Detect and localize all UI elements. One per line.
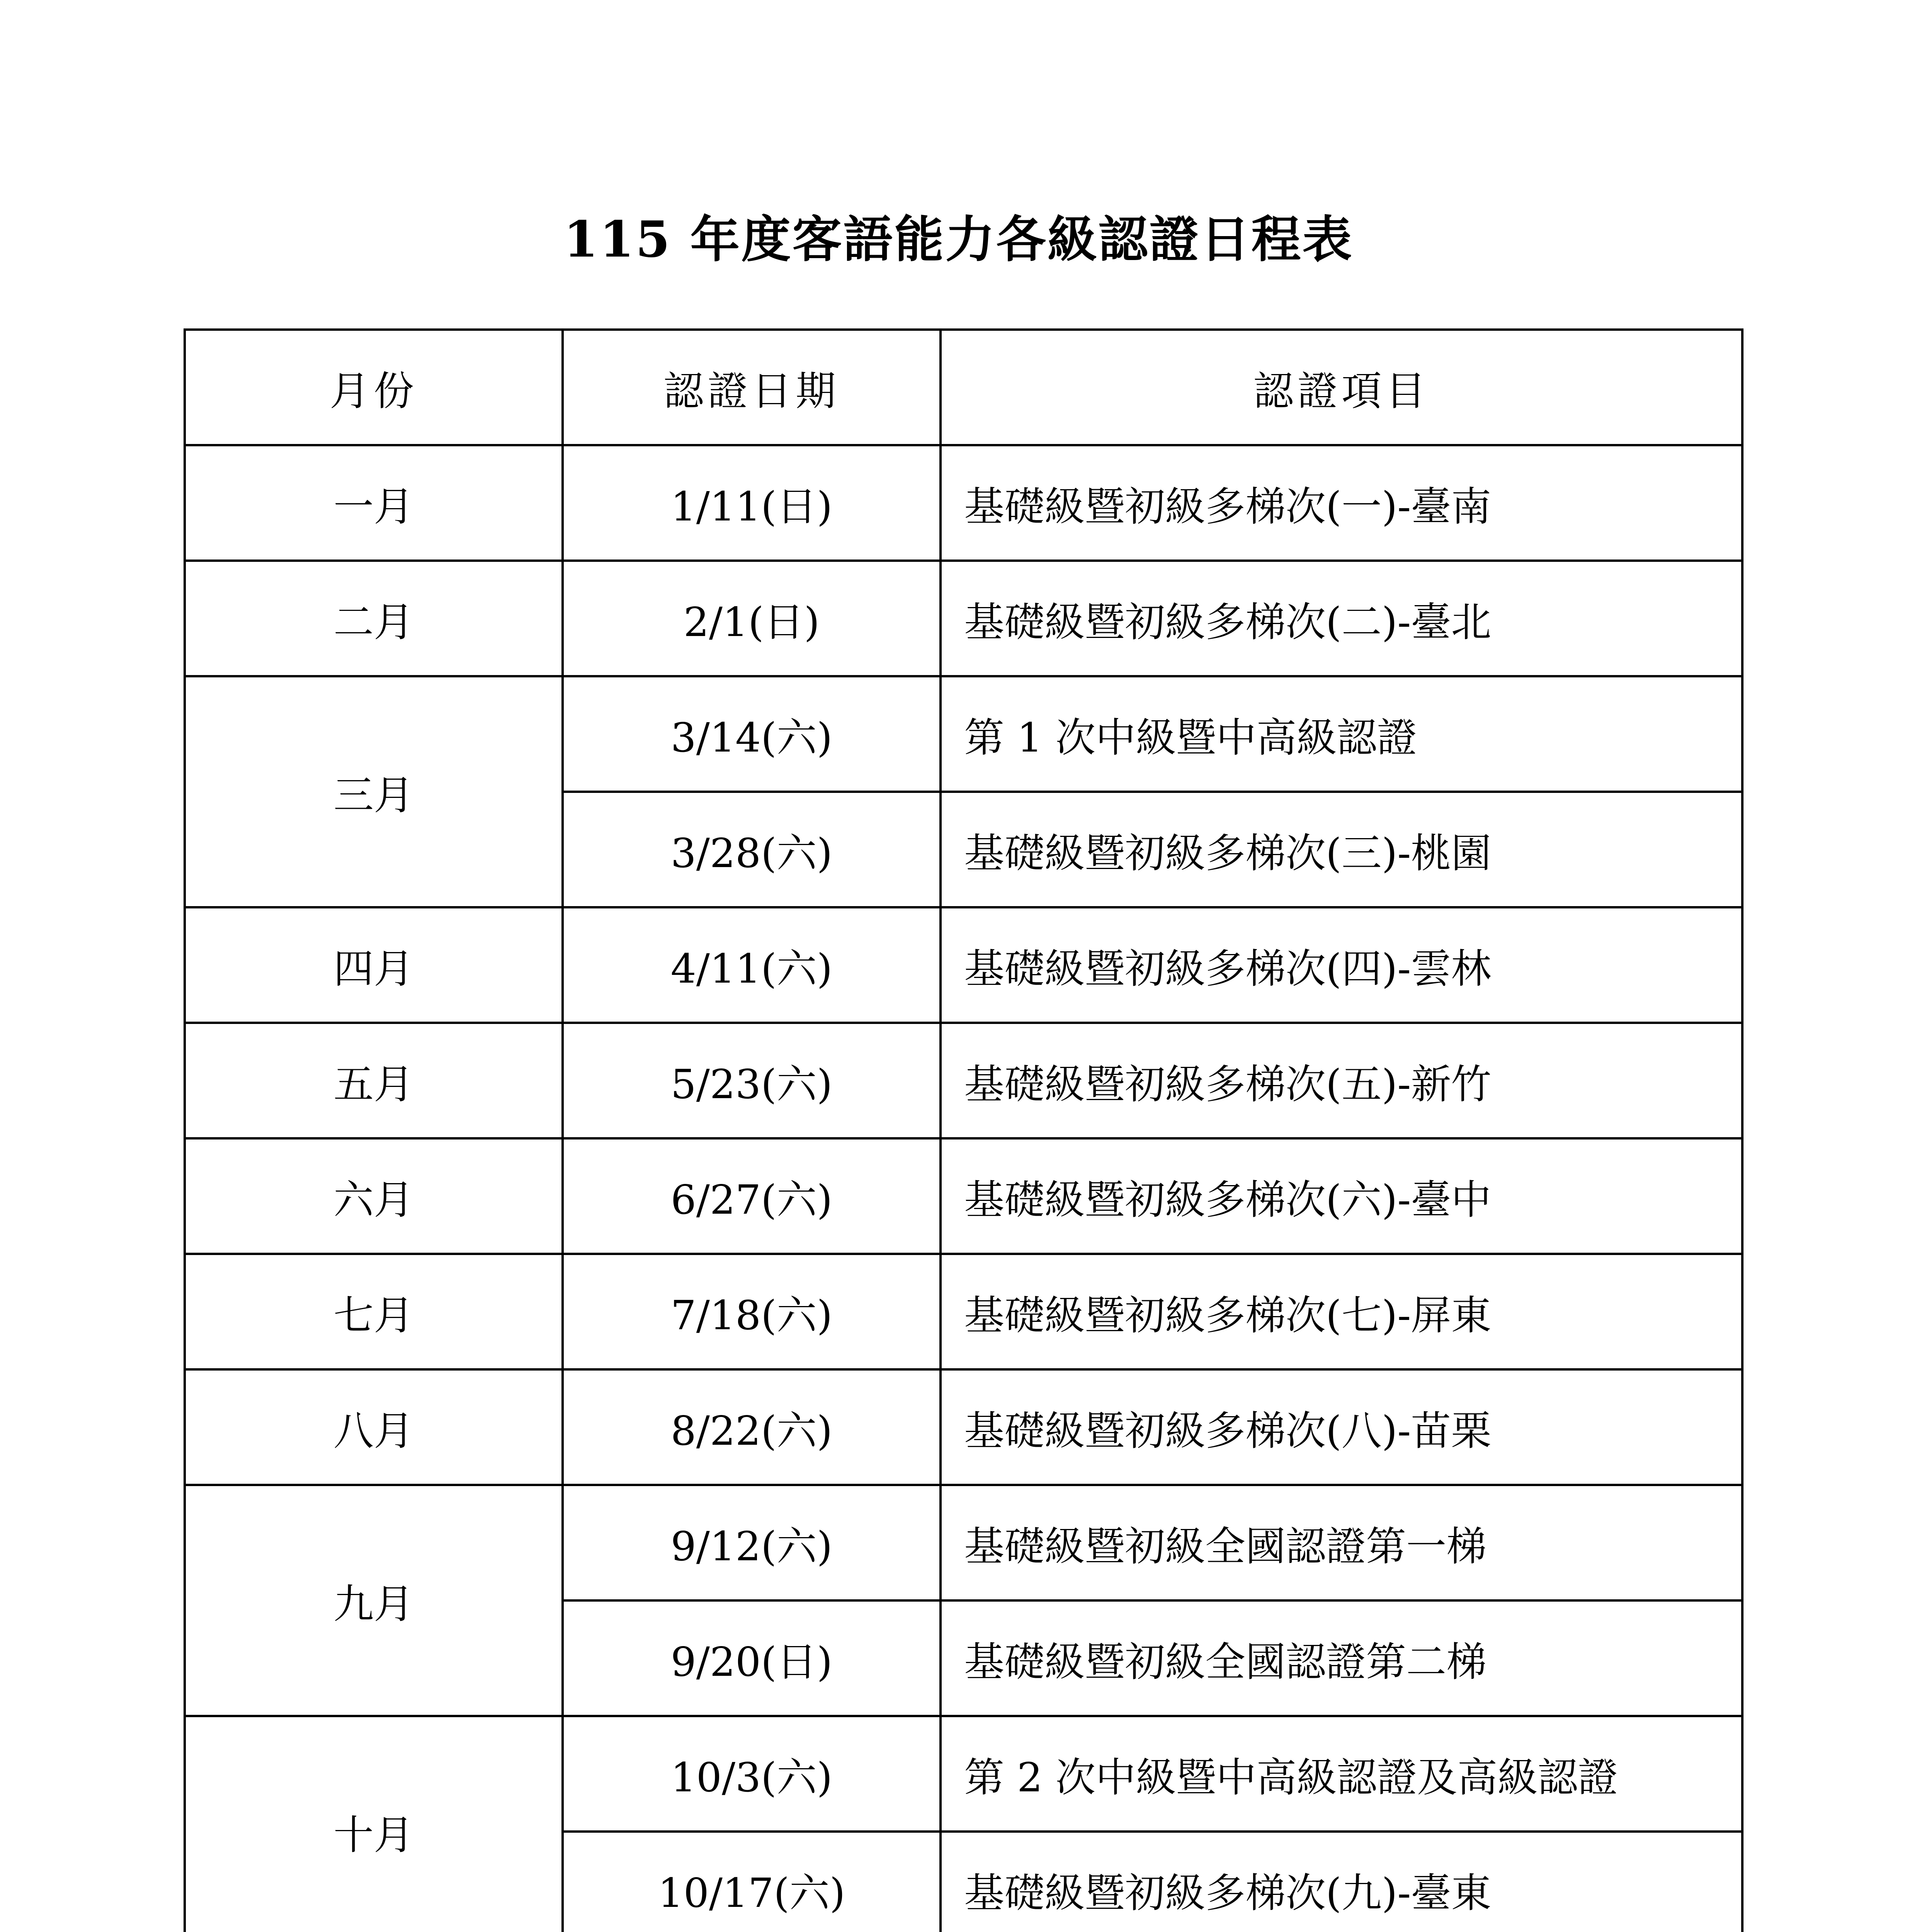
table-row [185, 1254, 1742, 1369]
month-cell: 九月 [185, 1485, 563, 1716]
month-cell: 十月 [185, 1716, 563, 1932]
date-cell: 5/23(六) [563, 1023, 941, 1138]
item-cell: 基礎級暨初級全國認證第二梯 [941, 1600, 1742, 1716]
item-cell: 第 1 次中級暨中高級認證 [941, 676, 1742, 792]
column-header-date: 認證日期 [563, 330, 941, 445]
table-row [185, 907, 1742, 1023]
item-cell: 基礎級暨初級全國認證第一梯 [941, 1485, 1742, 1600]
date-cell: 9/20(日) [563, 1600, 941, 1716]
table-row [185, 1023, 1742, 1138]
page-title: 115 年度客語能力各級認證日程表 [563, 211, 1354, 269]
item-cell: 基礎級暨初級多梯次(四)-雲林 [941, 907, 1742, 1023]
date-cell: 6/27(六) [563, 1138, 941, 1254]
month-cell: 三月 [185, 676, 563, 907]
item-cell: 基礎級暨初級多梯次(二)-臺北 [941, 561, 1742, 676]
table-row [185, 1716, 1742, 1832]
item-cell: 基礎級暨初級多梯次(五)-新竹 [941, 1023, 1742, 1138]
date-cell: 3/14(六) [563, 676, 941, 792]
table-header-row [185, 330, 1742, 445]
date-cell: 10/3(六) [563, 1716, 941, 1832]
date-cell: 2/1(日) [563, 561, 941, 676]
item-cell: 第 2 次中級暨中高級認證及高級認證 [941, 1716, 1742, 1832]
item-cell: 基礎級暨初級多梯次(一)-臺南 [941, 445, 1742, 561]
month-cell: 一月 [185, 445, 563, 561]
table-row [185, 676, 1742, 792]
month-cell: 五月 [185, 1023, 563, 1138]
item-cell: 基礎級暨初級多梯次(六)-臺中 [941, 1138, 1742, 1254]
date-cell: 8/22(六) [563, 1369, 941, 1485]
column-header-item: 認證項目 [941, 330, 1742, 445]
item-cell: 基礎級暨初級多梯次(八)-苗栗 [941, 1369, 1742, 1485]
date-cell: 1/11(日) [563, 445, 941, 561]
item-cell: 基礎級暨初級多梯次(七)-屏東 [941, 1254, 1742, 1369]
schedule-table [184, 328, 1744, 1932]
month-cell: 四月 [185, 907, 563, 1023]
table-row [185, 1138, 1742, 1254]
month-cell: 八月 [185, 1369, 563, 1485]
item-cell: 基礎級暨初級多梯次(三)-桃園 [941, 792, 1742, 907]
date-cell: 10/17(六) [563, 1832, 941, 1932]
date-cell: 9/12(六) [563, 1485, 941, 1600]
date-cell: 3/28(六) [563, 792, 941, 907]
month-cell: 七月 [185, 1254, 563, 1369]
month-cell: 六月 [185, 1138, 563, 1254]
date-cell: 4/11(六) [563, 907, 941, 1023]
table-row [185, 1485, 1742, 1600]
table-row [185, 445, 1742, 561]
date-cell: 7/18(六) [563, 1254, 941, 1369]
table-row [185, 1369, 1742, 1485]
item-cell: 基礎級暨初級多梯次(九)-臺東 [941, 1832, 1742, 1932]
month-cell: 二月 [185, 561, 563, 676]
table-row [185, 561, 1742, 676]
column-header-month: 月份 [185, 330, 563, 445]
